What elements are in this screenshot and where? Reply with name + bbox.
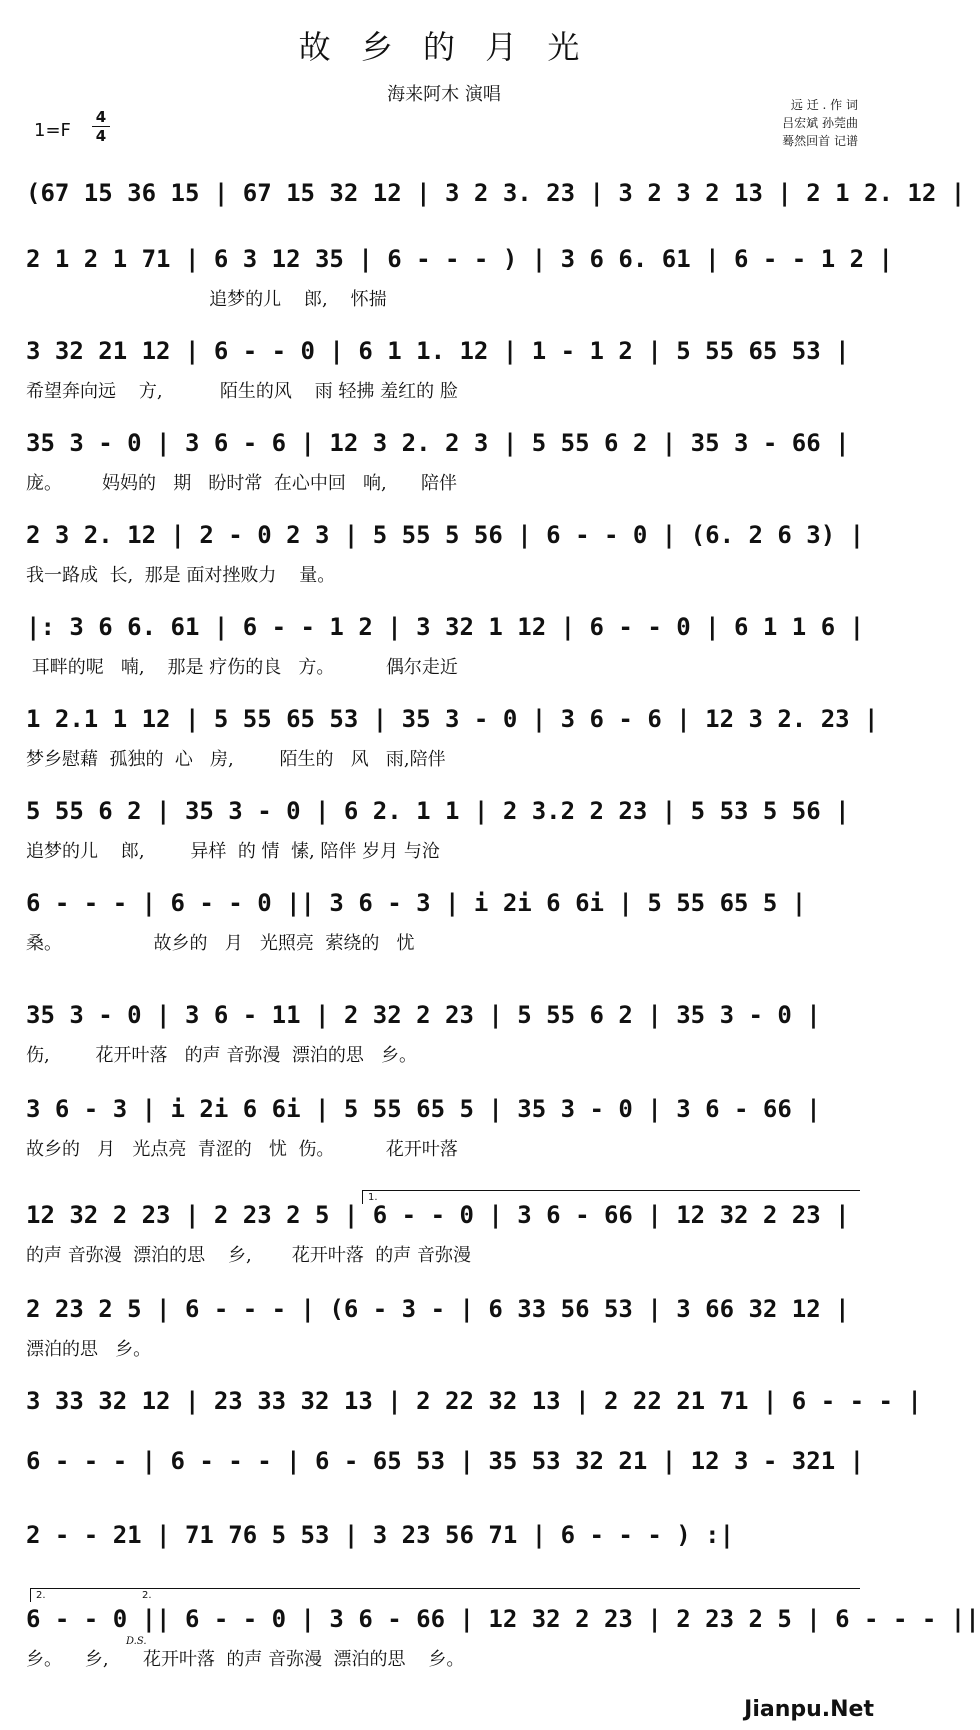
lyrics-line: 庞。 妈妈的 期 盼时常 在心中回 响, 陪伴: [26, 473, 458, 494]
ending-tick: [30, 1588, 31, 1602]
lyrics-line: 梦乡慰藉 孤独的 心 房, 陌生的 风 雨,陪伴: [26, 749, 446, 770]
notes-line: 3 33 32 12 | 23 33 32 13 | 2 22 32 13 | 2 22 21 71 | 6 - - - |: [26, 1387, 922, 1415]
lyrics-line: 我一路成 长, 那是 面对挫败力 量。: [26, 565, 336, 586]
ending-2-number: 2.: [142, 1590, 152, 1601]
notes-line: 12 32 2 23 | 2 23 2 5 | 6 - - 0 | 3 6 - 66 | 12 32 2 23 |: [26, 1201, 850, 1229]
singer-credit: 海来阿木 演唱: [387, 84, 501, 105]
ds-marking: D.S.: [126, 1636, 147, 1647]
lyricist-credit: 远 迁 . 作 词: [790, 98, 858, 112]
lyrics-line: 追梦的儿 郎, 怀揣: [26, 289, 387, 310]
notes-line: 3 6 - 3 | i 2i 6 6i | 5 55 65 5 | 35 3 - 0 | 3 6 - 66 |: [26, 1095, 821, 1123]
lyrics-line: 桑。 故乡的 月 光照亮 萦绕的 忧: [26, 933, 415, 954]
notes-line: 1 2.1 1 12 | 5 55 65 53 | 35 3 - 0 | 3 6 - 6 | 12 3 2. 23 |: [26, 705, 879, 733]
ending-line: [362, 1190, 860, 1191]
lyrics-line: 乡。 乡, 花开叶落 的声 音弥漫 漂泊的思 乡。: [26, 1649, 465, 1670]
ending-line: [30, 1588, 860, 1589]
time-denominator: 4: [95, 127, 107, 145]
lyrics-line: 的声 音弥漫 漂泊的思 乡, 花开叶落 的声 音弥漫: [26, 1245, 471, 1266]
notes-line: 35 3 - 0 | 3 6 - 11 | 2 32 2 23 | 5 55 6 2 | 35 3 - 0 |: [26, 1001, 821, 1029]
lyrics-line: 漂泊的思 乡。: [26, 1339, 152, 1360]
notes-line: 5 55 6 2 | 35 3 - 0 | 6 2. 1 1 | 2 3.2 2 23 | 5 53 5 56 |: [26, 797, 850, 825]
credits: [782, 96, 858, 150]
notes-line: 35 3 - 0 | 3 6 - 6 | 12 3 2. 2 3 | 5 55 6 2 | 35 3 - 66 |: [26, 429, 850, 457]
notes-line: 2 - - 21 | 71 76 5 53 | 3 23 56 71 | 6 - - - ) :|: [26, 1521, 735, 1549]
notes-line: 2 1 2 1 71 | 6 3 12 35 | 6 - - - ) | 3 6 6. 61 | 6 - - 1 2 |: [26, 245, 893, 273]
lyrics-line: 希望奔向远 方, 陌生的风 雨 轻拂 羞红的 脸: [26, 381, 458, 402]
notes-line: 6 - - 0 || 6 - - 0 | 3 6 - 66 | 12 32 2 23 | 2 23 2 5 | 6 - - - ||: [26, 1605, 980, 1633]
notes-line: 2 3 2. 12 | 2 - 0 2 3 | 5 55 5 56 | 6 - - 0 | (6. 2 6 3) |: [26, 521, 865, 549]
notes-line: 6 - - - | 6 - - 0 || 3 6 - 3 | i 2i 6 6i | 5 55 65 5 |: [26, 889, 807, 917]
lyrics-line: 故乡的 月 光点亮 青涩的 忧 伤。 花开叶落: [26, 1139, 458, 1160]
lyrics-line: 耳畔的呢 喃, 那是 疗伤的良 方。 偶尔走近: [26, 657, 458, 678]
notes-line: |: 3 6 6. 61 | 6 - - 1 2 | 3 32 1 12 | 6 - - 0 | 6 1 1 6 |: [26, 613, 865, 641]
notes-line: (67 15 36 15 | 67 15 32 12 | 3 2 3. 23 | 3 2 3 2 13 | 2 1 2. 12 |: [26, 179, 966, 207]
key-signature: 1=F: [34, 120, 71, 141]
ending-2-number: 2.: [36, 1590, 46, 1601]
time-signature: [92, 108, 110, 145]
composer-credit: 吕宏斌 孙莞曲: [782, 116, 858, 130]
lyrics-line: 伤, 花开叶落 的声 音弥漫 漂泊的思 乡。: [26, 1045, 417, 1066]
transcriber-credit: 蓦然回首 记谱: [782, 134, 858, 148]
song-title: 故 乡 的 月 光: [298, 28, 590, 66]
notes-line: 2 23 2 5 | 6 - - - | (6 - 3 - | 6 33 56 53 | 3 66 32 12 |: [26, 1295, 850, 1323]
time-numerator: 4: [92, 108, 110, 127]
ending-1-number: 1.: [368, 1192, 378, 1203]
notes-line: 3 32 21 12 | 6 - - 0 | 6 1 1. 12 | 1 - 1 2 | 5 55 65 53 |: [26, 337, 850, 365]
ending-tick: [362, 1190, 363, 1204]
notes-line: 6 - - - | 6 - - - | 6 - 65 53 | 35 53 32 21 | 12 3 - 321 |: [26, 1447, 865, 1475]
lyrics-line: 追梦的儿 郎, 异样 的 情 愫, 陪伴 岁月 与沧: [26, 841, 440, 862]
site-watermark: Jianpu.Net: [744, 1697, 874, 1722]
